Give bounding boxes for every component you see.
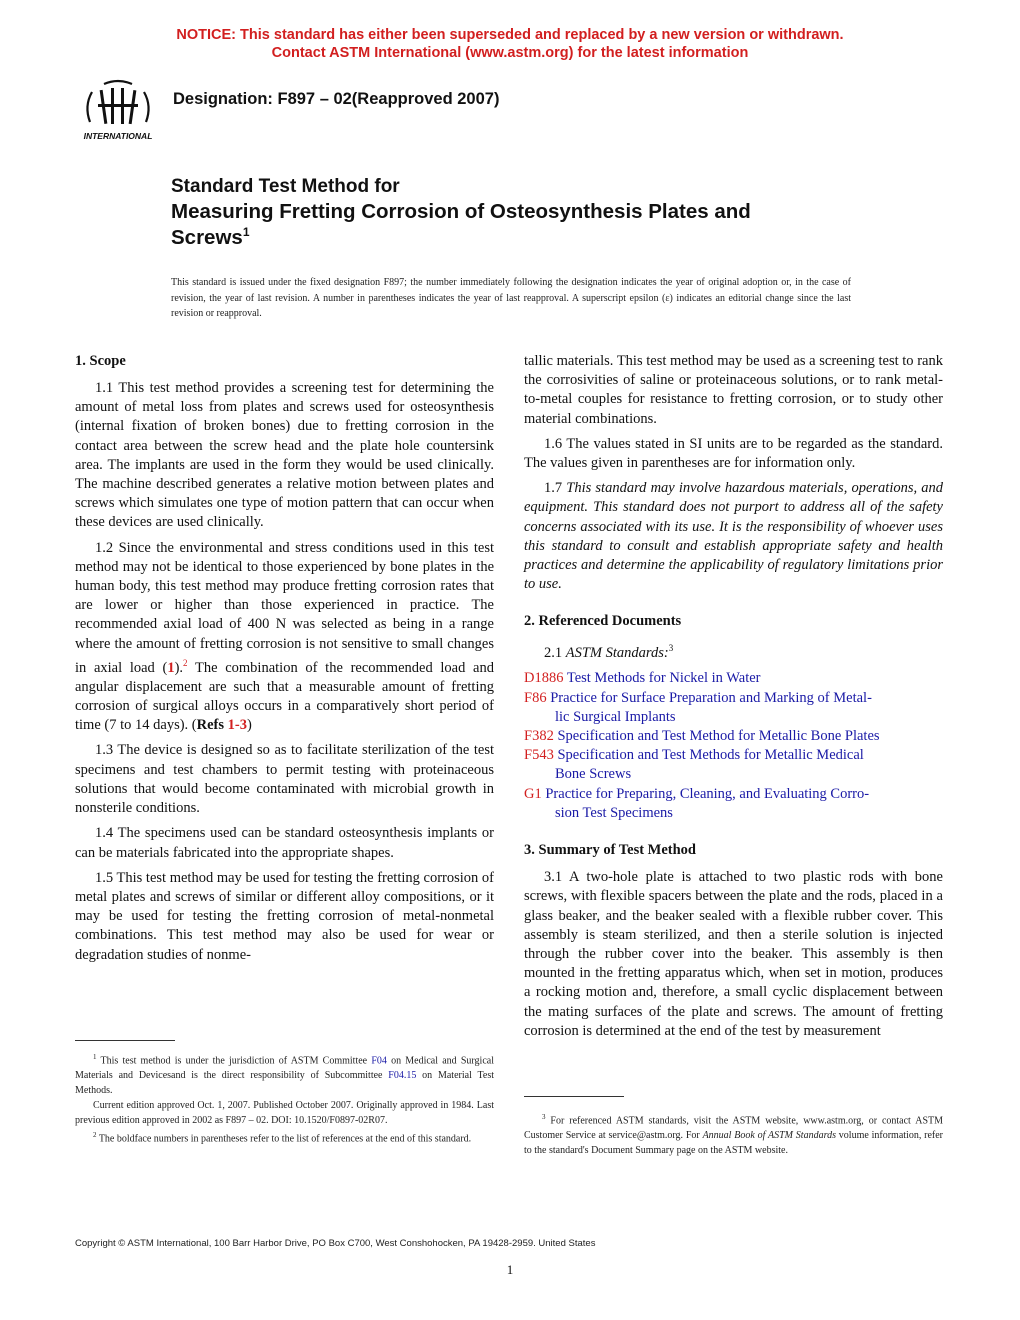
para-1-4: 1.4 The specimens used can be standard osteosynthesis implants or can be materials fabricated into the appropriate shapes. <box>75 825 494 861</box>
para-2-1: 2.1 ASTM Standards:$^3$ <box>544 643 674 662</box>
list-item[interactable]: F543 Specification and Test Methods for Metallic Medical Bone Screws <box>524 747 864 783</box>
issue-note: This standard is issued under the fixed designation F897; the number immediately following the designation indicates the year of original adoption or, in the case of revision, the year of last revision. A number in parentheses indicates the year of last reapproval. A superscript epsilon (ε) indicates an editorial change since the last revision or reapproval. <box>171 277 851 319</box>
notice-line-1: NOTICE: This standard has either been superseded and replaced by a new version or withdrawn. <box>176 27 844 43</box>
logo-subtext: INTERNATIONAL <box>83 131 153 141</box>
para-1-5-continued: tallic materials. This test method may be used as a screening test to rank the corrosivities of saline or proteinaceous solutions, or to rank metal-to-metal couples for resistance to fretting corrosion, or to study other material combinations. <box>524 353 943 427</box>
subcommittee-link[interactable]: F04.15 <box>388 1070 417 1082</box>
committee-link[interactable]: F04 <box>371 1055 387 1067</box>
referenced-standards-list <box>524 669 943 823</box>
designation: Designation: F897 – 02(Reapproved 2007) <box>173 90 500 108</box>
copyright: Copyright © ASTM International, 100 Barr Harbor Drive, PO Box C700, West Conshohocken, PA 19428-2959. United States <box>75 1238 596 1249</box>
para-3-1: 3.1 A two-hole plate is attached to two plastic rods with bone screws, with flexible spacers between the plate and the rods, placed in a glass beaker, and the beaker sealed with a flexible rubber cover. This assembly is steam sterilized, and then a sterile solution is injected through the rubber cover into the beaker. This assembly is then mounted in the fretting apparatus which, when set in motion, produces a rocking motion and, therefore, a small cyclic displacement between the mating surfaces of the plate and screws. The amount of fretting corrosion is determined at the end of the test by measurement <box>524 869 943 1039</box>
footnote-2-mark[interactable]: 2 <box>183 657 188 668</box>
withdrawal-notice <box>0 26 1020 62</box>
right-column <box>524 352 943 1047</box>
ref-link-1-3[interactable]: 1-3 <box>227 717 247 734</box>
para-1-2: 1.2 Since the environmental and stress conditions used in this test method may not be identical to those experienced by bone plates in the human body, this test method may produce fretting corrosion rates that are lower or higher than those experienced in practice. The recommended axial load of 400 N was selected as being in a range where the amount of fretting corrosion is not sensitive to small changes in axial load (1).$^2$ The combination of the recommended load and angular displacement are such that a measurable amount of fretting corrosion of surgical alloys occurs in a comparatively short period of time (7 to 14 days). (Refs 1-3) <box>75 539 494 734</box>
para-1-1: 1.1 This test method provides a screening test for determining the amount of metal loss from plates and screws used for osteosynthesis (internal fixation of broken bones) due to fretting corrosion in the contact area between the screw head and the plate hole countersink area. The implants are used in the form they would be used clinically. The machine described generates a relative motion between plates and screws which simulates one type of motion pattern that can occur when these devices are used clinically. <box>75 380 494 531</box>
referenced-documents-heading: 2. Referenced Documents <box>524 613 682 630</box>
footnote-divider-right <box>524 1096 624 1097</box>
footnote-1-edition: Current edition approved Oct. 1, 2007. Published October 2007. Originally approved in 1984. Last previous edition approved in 2002 as F897 – 02. DOI: 10.1520/F0897-02R07. <box>75 1100 494 1127</box>
summary-heading: 3. Summary of Test Method <box>524 842 696 859</box>
title-footnote-mark[interactable]: 1 <box>242 225 250 240</box>
list-item[interactable]: G1 Practice for Preparing, Cleaning, and Evaluating Corro- sion Test Specimens <box>524 785 870 821</box>
list-item[interactable]: F382 Specification and Test Method for Metallic Bone Plates <box>524 728 880 745</box>
para-1-5: 1.5 This test method may be used for testing the fretting corrosion of metal plates and screws of similar or different alloy compositions, or it may be used for testing the fretting corrosion of metal-nonmetal combinations. This test method may also be used for wear or degradation studies of nonme- <box>75 869 494 963</box>
list-item[interactable]: F86 Practice for Surface Preparation and Marking of Metal- lic Surgical Implants <box>524 689 872 725</box>
footnote-3: $^3$ For referenced ASTM standards, visit the ASTM website, www.astm.org, or contact ASTM Customer Service at service@astm.org. For Annual Book of ASTM Standards volume information, refer to the standard's Document Summary page on the ASTM website. <box>524 1113 943 1157</box>
scope-heading: 1. Scope <box>75 353 126 369</box>
footnotes-right <box>524 1110 943 1158</box>
astm-logo <box>76 76 160 142</box>
para-1-6: 1.6 The values stated in SI units are to be regarded as the standard. The values given in parentheses are for information only. <box>524 435 943 472</box>
notice-line-2: Contact ASTM International (www.astm.org) for the latest information <box>271 45 749 61</box>
footnote-2: $^2$ The boldface numbers in parentheses refer to the list of references at the end of this standard. <box>93 1131 472 1145</box>
ref-link-1[interactable]: 1 <box>167 659 175 676</box>
para-1-3: 1.3 The device is designed so as to facilitate sterilization of the test specimens and test chambers to permit testing with proteinaceous solutions that would become contaminated with microbial growth in nonsterile conditions. <box>75 742 494 817</box>
list-item[interactable]: D1886 Test Methods for Nickel in Water <box>524 670 761 687</box>
footnote-divider-left <box>75 1040 175 1041</box>
para-1-7: 1.7 This standard may involve hazardous materials, operations, and equipment. This standard does not purport to address all of the safety concerns associated with its use. It is the responsibility of whoever uses this standard to consult and establish appropriate safety and health practices and determine the applicability of regulatory limitations prior to use. <box>524 480 944 593</box>
footnotes-left <box>75 1050 494 1147</box>
title-line-2: Measuring Fretting Corrosion of Osteosynthesis Plates and <box>171 200 751 223</box>
title-line-1: Standard Test Method for <box>171 176 400 197</box>
document-title <box>171 175 871 251</box>
page-number: 1 <box>506 1262 514 1277</box>
title-line-3: Screws$^1$ <box>171 225 250 249</box>
left-column <box>75 352 494 971</box>
footnote-1: $^1$ This test method is under the jurisdiction of ASTM Committee F04 on Medical and Surgical Materials and Devicesand is the direct responsibility of Subcommittee F04.15 on Material Test Methods. <box>75 1053 494 1097</box>
